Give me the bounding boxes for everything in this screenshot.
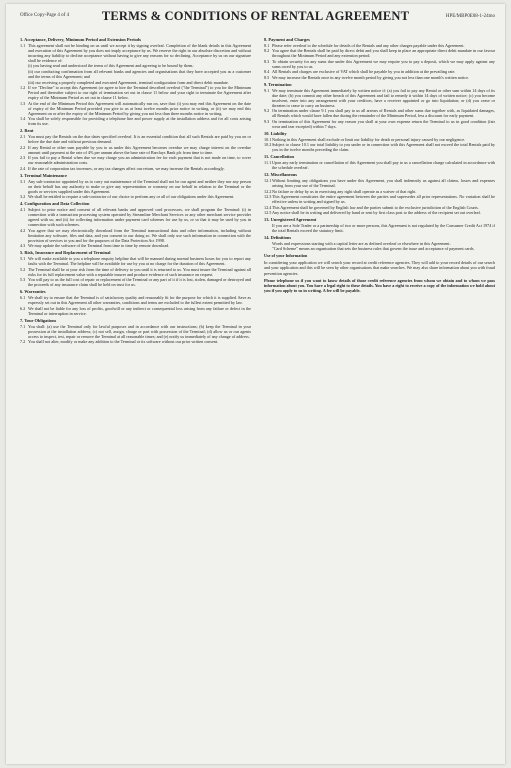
clause-number: 8.2	[264, 48, 270, 54]
terms-section	[20, 250, 251, 287]
terms-section	[20, 201, 251, 248]
section-heading: 14. Definitions	[264, 235, 292, 241]
clause-number: 3.1	[20, 178, 26, 184]
clause-number	[20, 69, 28, 79]
terms-section	[264, 154, 495, 170]
clause-number: 1.4	[20, 116, 26, 122]
clause	[20, 277, 251, 287]
left-terms-column	[20, 36, 251, 756]
clause-number: 2.1	[20, 134, 26, 140]
clause-text: We shall try to ensure that the Terminal is of satisfactory quality and reasonably fit for the purpose for which it is supplied. Save as expressly set out in this Agreement all other warranties, conditions and terms are excluded to the fullest extent permitted by law.	[28, 295, 251, 306]
terms-section	[264, 131, 495, 152]
clause	[20, 306, 251, 316]
section-heading: 9. Termination	[264, 82, 292, 88]
section-heading: 1. Acceptance, Delivery, Minimum Period and Extension Periods	[20, 37, 141, 42]
clause	[264, 189, 495, 194]
clause-number: 8.1	[264, 42, 270, 48]
clause-number: 5.2	[20, 266, 26, 272]
clause	[264, 108, 495, 118]
terms-section	[20, 289, 251, 315]
terms-section	[264, 235, 495, 251]
clause	[20, 179, 251, 194]
clause-text: We may increase the Rentals once in any twelve month period by giving you not less than one month's written notice.	[272, 74, 470, 80]
clause-text: You shall be solely responsible for providing a telephone line and power supply at the installation address and for all costs arising from its use.	[28, 116, 251, 127]
clause-number: 8.4	[264, 69, 270, 75]
clause-number	[20, 63, 28, 68]
section-heading: 10. Liability	[264, 131, 287, 137]
terms-section	[264, 82, 495, 129]
section-heading: 11. Cancellation	[264, 154, 295, 160]
clause-number: 1.3	[20, 100, 26, 106]
clause-text: We may update the software of the Terminal from time to time by remote download.	[28, 243, 170, 249]
clause-number: 7.2	[20, 339, 26, 345]
right-terms-column	[264, 36, 495, 756]
clause-number: 5.1	[20, 256, 26, 262]
terms-section	[264, 172, 495, 215]
clause-text: This Agreement shall be governed by English law and the parties submit to the exclusive jurisdiction of the English Courts.	[272, 204, 479, 210]
clause	[20, 101, 251, 116]
clause-number: 9.2	[264, 108, 270, 114]
clause	[264, 241, 495, 246]
clause-text: "Card Scheme" means an organisation that sets the business rules that govern the issue and acceptance of payment cards.	[272, 246, 475, 252]
clause	[264, 137, 495, 142]
section-heading: 7. Your Obligations	[20, 317, 57, 323]
section-heading: 2. Rent	[20, 128, 34, 134]
clause-number: 9.1	[264, 87, 270, 93]
clause-text: On termination of this Agreement for any reason you shall at your own expense return the Terminal to us in good condition (fair wear and tear excepted) within 7 days.	[272, 119, 495, 130]
clause-number: 10.2	[264, 142, 272, 148]
clause-text: Subject to clause 10.1 our total liability to you under or in connection with this Agreement shall not exceed the total Rentals paid by you in the twelve months preceding the claim.	[272, 142, 495, 153]
clause	[264, 178, 495, 188]
clause-number: 2.3	[20, 155, 26, 161]
clause-number	[264, 241, 272, 246]
clause-number: 11.1	[264, 160, 272, 166]
terms-section	[264, 37, 495, 80]
data-protection-closing: Please telephone us if you want to know details of those credit reference agencies from whom we obtain and to whom we pass information about you. You have a legal right to these details. You have a right to receive a copy of the information we hold about you if you apply to us in writing. A fee will be payable.	[264, 277, 495, 293]
clause-number: 10.1	[264, 136, 272, 142]
clause-number: 3.2	[20, 194, 26, 200]
clause	[264, 223, 495, 233]
clause	[20, 166, 251, 171]
clause	[20, 243, 251, 248]
clause-text: We shall not be liable for any loss of profits, goodwill or any indirect or consequential loss arising from any failure or defect in the Terminal or interruption in service.	[28, 305, 251, 316]
clause-text: This agreement shall not be binding on us until we accept it by signing overleaf. Completion of the blank details in this Agreement and execution of this Agreement by you does not imply acceptance by us. We reserve the right in our absolute discretion and without incurring any liability to decline acceptance without having to give any reasons for so declining. Acceptance by us on our signature shall be evidence of:	[28, 42, 251, 63]
copy-label: Office Copy-Page 4 of 4	[20, 13, 70, 18]
clause-text: Without limiting any obligations you have under this Agreement, you shall indemnify us against all claims, losses and expenses arising from your use of the Terminal.	[272, 177, 495, 188]
clause-number: 6.1	[20, 295, 26, 301]
clause-number: 12.4	[264, 204, 272, 210]
clause	[20, 256, 251, 266]
clause	[264, 88, 495, 108]
clause-text: At the end of the Minimum Period this Agreement will automatically run on, save that: (i) you may end this Agreement on the date of expiry of the Minimum Period provided you give to us at least twelve months prior notice in writing, or (ii) we may end this Agreement on or after the expiry of the Minimum Period by giving you not less than three months notice in writing.	[28, 100, 251, 116]
clause-number: 12.2	[264, 188, 272, 194]
clause-text: Any notice shall be in writing and delivered by hand or sent by first class post to the address of the recipient set out overleaf.	[272, 210, 481, 216]
clause-text: Subject to prior notice and consent of all relevant banks and approved card processors, we shall program the Terminal: (i) in connection with a transaction processing system operated by Streamline Merchant Services or any other merchant service provider agreed with us; and (ii) for collecting information under payment card schemes for use by us, or so that it may be used by you in connection with such schemes.	[28, 207, 251, 228]
clause-number: 12.5	[264, 210, 272, 216]
clause-number: 12.1	[264, 177, 272, 183]
clause	[20, 339, 251, 344]
clause-number	[264, 246, 272, 251]
clause	[264, 142, 495, 152]
reference-code: HPE/MBP0E08-1-24mo	[445, 14, 495, 19]
terms-section	[20, 37, 251, 126]
data-protection-text: In considering your application we will search your record at credit reference agencies. They will add to your record details of our search and your application and this will be seen by other organisations that make searches. We may also share information about you with fraud prevention agencies.	[264, 260, 495, 276]
clause-number: 9.3	[264, 119, 270, 125]
clause-number: 2.4	[20, 165, 26, 171]
clause-text: All Rentals and charges are exclusive of VAT which shall be payable by you in addition at the prevailing rate.	[272, 69, 456, 75]
clause-text: Words and expressions starting with a capital letter are as defined overleaf or elsewhere in this Agreement.	[272, 240, 451, 246]
clause-number	[20, 80, 28, 85]
clause-number: 5.3	[20, 277, 26, 283]
clause	[20, 295, 251, 305]
clause-text: You must pay the Rentals on the due dates specified overleaf. It is an essential condition that all such Rentals are paid by you on or before the due date and without previous demand.	[28, 134, 251, 145]
clause-text: You will pay to us the full cost of repair or replacement of the Terminal or any part of it if it is lost, stolen, damaged or destroyed and the proceeds of any insurance claim shall be held on trust for us.	[28, 277, 251, 288]
clause	[264, 48, 495, 58]
clause-text: You agree that we may electronically download from the Terminal transactional data and other information, including without limitation any software, files and data, and you consent to our doing so. We shall only use such information in connection with the provision of services to you and for the purposes of the Data Protection Act 1998.	[28, 227, 251, 243]
clause	[20, 207, 251, 227]
clause-text: You shall: (a) use the Terminal only for lawful purposes and in accordance with our instructions; (b) keep the Terminal in your possession at the installation address; (c) not sell, assign, charge or part with possession of the Terminal; (d) allow us or our agents access to inspect, test, repair or remove the Terminal at all reasonable times; and (e) notify us immediately of any change of address.	[28, 323, 251, 339]
clause	[20, 63, 251, 68]
clause	[264, 246, 495, 251]
clause	[20, 324, 251, 339]
clause-number: 1.2	[20, 85, 26, 91]
clause	[20, 267, 251, 277]
clause-text: Any sub-contractor appointed by us to carry out maintenance of the Terminal shall not be our agent and neither they nor any person on their behalf has any authority to make or give any representation or warranty on our behalf in relation to the Terminal or the goods or services supplied under this Agreement.	[28, 178, 251, 194]
clause	[264, 69, 495, 74]
clause-number: 1.1	[20, 42, 26, 48]
clause	[264, 160, 495, 170]
terms-section	[20, 173, 251, 199]
clause-text: To obtain security for any sums due under this Agreement we may require you to pay a deposit, which we may apply against any sums owed by you to us.	[272, 58, 495, 69]
clause-text: We will make available to you a telephone enquiry helpline that will be manned during normal business hours for you to report any faults with the Terminal. The helpline will be available for use by you at no charge for the duration of this Agreement.	[28, 256, 251, 267]
clause	[20, 69, 251, 79]
clause-text: (ii) our conducting confirmation from all relevant banks and agencies and organisations that they have accepted you as a customer and the terms of this Agreement; and	[28, 68, 251, 79]
clause-number: 8.5	[264, 74, 270, 80]
clause-text: No failure or delay by us in exercising any right shall operate as a waiver of that right.	[272, 188, 417, 194]
clause	[264, 205, 495, 210]
clause-number: 4.2	[20, 227, 26, 233]
clause-number: 4.1	[20, 207, 26, 213]
section-heading: 5. Risk, Insurance and Replacement of Terminal	[20, 250, 111, 256]
clause-number: 4.3	[20, 243, 26, 249]
clause	[264, 119, 495, 129]
section-heading: 8. Payment and Charges	[264, 37, 310, 42]
section-heading: 4. Configuration and Data Collection	[20, 201, 90, 207]
clause-text: Nothing in this Agreement shall exclude or limit our liability for death or personal injury caused by our negligence.	[272, 136, 466, 142]
section-heading: 6. Warranties	[20, 289, 46, 295]
clause-text: (iii) our receiving a properly completed and executed Agreement, terminal configuration form and direct debit mandate.	[28, 79, 229, 85]
clause-text: Upon any early termination or cancellation of this Agreement you shall pay to us a cancellation charge calculated in accordance with the schedule overleaf.	[272, 160, 495, 171]
clause	[20, 85, 251, 100]
clause	[264, 75, 495, 80]
document-page	[6, 4, 505, 764]
section-heading: 12. Miscellaneous	[264, 172, 297, 178]
clause-text: Please refer overleaf to the schedule for details of the Rentals and any other charges payable under this Agreement.	[272, 42, 465, 48]
clause	[20, 155, 251, 165]
page-header	[6, 4, 505, 34]
document-title: TERMS & CONDITIONS OF RENTAL AGREEMENT	[101, 9, 410, 23]
clause-number	[264, 223, 272, 233]
clause-number: 12.3	[264, 194, 272, 200]
clause-text: On termination under clause 9.1 you shall pay to us all arrears of Rentals and other sums due together with, as liquidated damages, all Rentals which would have fallen due during the remainder of the Minimum Period, less a discount for early payment.	[272, 108, 495, 119]
clause	[264, 59, 495, 69]
clause	[264, 210, 495, 215]
terms-section	[20, 318, 251, 344]
clause-number: 6.2	[20, 305, 26, 311]
terms-columns	[20, 36, 495, 756]
data-protection-heading: Use of your Information	[264, 253, 308, 259]
clause	[20, 145, 251, 155]
clause-text: You agree that the Rentals shall be paid by direct debit and you shall keep in place an appropriate direct debit mandate in our favour throughout the Minimum Period and any extension period.	[272, 48, 495, 59]
clause	[20, 80, 251, 85]
terms-section	[264, 217, 495, 233]
right-column-sections	[264, 37, 495, 251]
clause-text: If we "Decline" to accept this Agreement (or agree to hire the Terminal described overleaf ("the Terminal") to you for the Minimum Period and thereafter subject to our right of termination set out in clause 11 below and your right to terminate the Agreement after expiry of the Minimum Period as set out in clause 11 below.	[28, 85, 251, 101]
clause	[20, 116, 251, 126]
clause-text: The Terminal shall be at your risk from the time of delivery to you until it is returned to us. You must insure the Terminal against all risks for its full replacement value with a reputable insurer and produce evidence of such insurance on request.	[28, 266, 251, 277]
clause	[20, 43, 251, 63]
clause	[264, 194, 495, 204]
clause	[20, 194, 251, 199]
clause-number: 2.2	[20, 144, 26, 150]
clause-text: (i) you having read and understood the terms of this Agreement and agreeing to be bound by them;	[28, 63, 194, 69]
clause-text: This Agreement constitutes the entire agreement between the parties and supersedes all prior representations. No variation shall be effective unless in writing and signed by us.	[272, 194, 495, 205]
clause-number: 7.1	[20, 323, 26, 329]
section-heading: 3. Terminal Maintenance	[20, 172, 67, 178]
clause-text: If the rate of corporation tax increases, or any tax changes affect our return, we may increase the Rentals accordingly.	[28, 165, 225, 171]
clause	[20, 134, 251, 144]
clause	[20, 228, 251, 243]
clause-text: We may terminate this Agreement immediately by written notice if: (a) you fail to pay any Rental or other sum within 14 days of its due date; (b) you commit any other breach of this Agreement and fail to remedy it within 14 days of written notice; (c) you become insolvent, enter into any arrangement with your creditors, have a receiver appointed or go into liquidation; or (d) you cease or threaten to cease to carry on business.	[272, 87, 495, 108]
clause-number: 8.3	[264, 58, 270, 64]
clause-text: If any Rental or other sum payable by you to us under this Agreement becomes overdue we may charge interest on the overdue amount until payment at the rate of 4% per annum above the base rate of Barclays Bank plc from time to time.	[28, 144, 251, 155]
clause-text: We shall be entitled to require a sub-contractor of our choice to perform any or all of our obligations under this Agreement.	[28, 194, 235, 200]
terms-section	[20, 128, 251, 171]
clause	[264, 43, 495, 48]
clause-text: If you are a Sole Trader or a partnership of two or more persons, this Agreement is not regulated by the Consumer Credit Act 1974 if the total Rentals exceed the statutory limit.	[272, 222, 495, 234]
clause-text: If you fail to pay a Rental when due we may charge you an administration fee for each payment that is not made on time, to cover our reasonable administration costs.	[28, 155, 251, 166]
clause-text: You shall not alter, modify or make any addition to the Terminal or its software without our prior written consent.	[28, 339, 219, 345]
section-heading: 13. Unregistered Agreement	[264, 217, 317, 223]
